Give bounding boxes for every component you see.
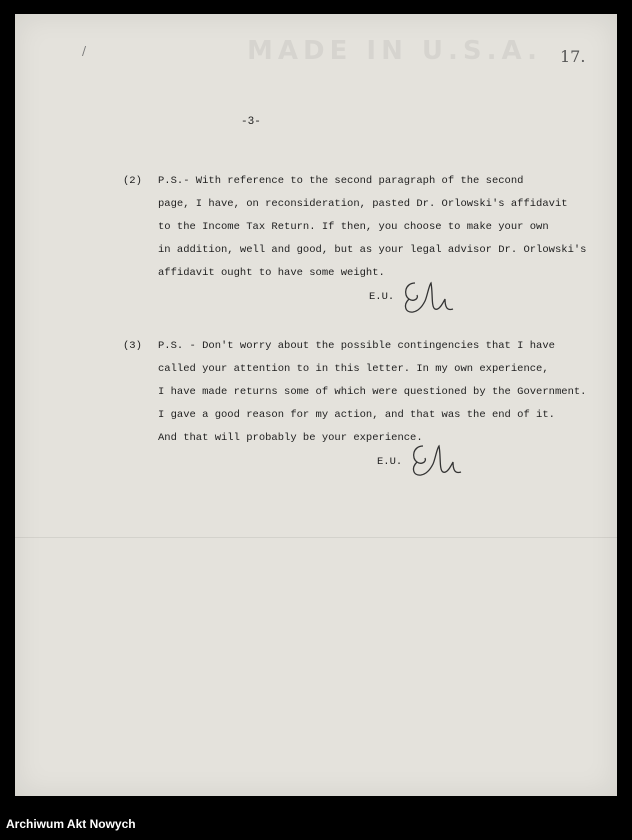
postscript-line: to the Income Tax Return. If then, you choose to make your own [158,221,549,233]
paper-watermark: MADE IN U.S.A. [247,36,542,66]
handwritten-signature [409,440,469,480]
postscript-number: (3) [123,340,142,352]
postscript-line: page, I have, on reconsideration, pasted Dr. Orlowski's affidavit [158,198,568,210]
document-page [15,14,617,796]
postscript-line: P.S. - Don't worry about the possible contingencies that I have [158,340,555,352]
postscript-line: And that will probably be your experience. [158,432,423,444]
postscript-initials: E.U. [377,456,403,468]
folio-number: 17. [560,47,586,66]
postscript-number: (2) [123,175,142,187]
postscript-line: P.S.- With reference to the second paragraph of the second [158,175,524,187]
postscript-initials: E.U. [369,291,395,303]
postscript-line: in addition, well and good, but as your legal advisor Dr. Orlowski's [158,244,587,256]
page-number: -3- [241,116,261,128]
postscript-line: affidavit ought to have some weight. [158,267,385,279]
paper-fold-line [15,537,617,538]
postscript-line: I gave a good reason for my action, and that was the end of it. [158,409,555,421]
archive-label: Archiwum Akt Nowych [6,817,136,831]
corner-mark: / [82,44,87,58]
handwritten-signature [401,277,461,317]
postscript-line: called your attention to in this letter. In my own experience, [158,363,549,375]
postscript-line: I have made returns some of which were questioned by the Government. [158,386,587,398]
